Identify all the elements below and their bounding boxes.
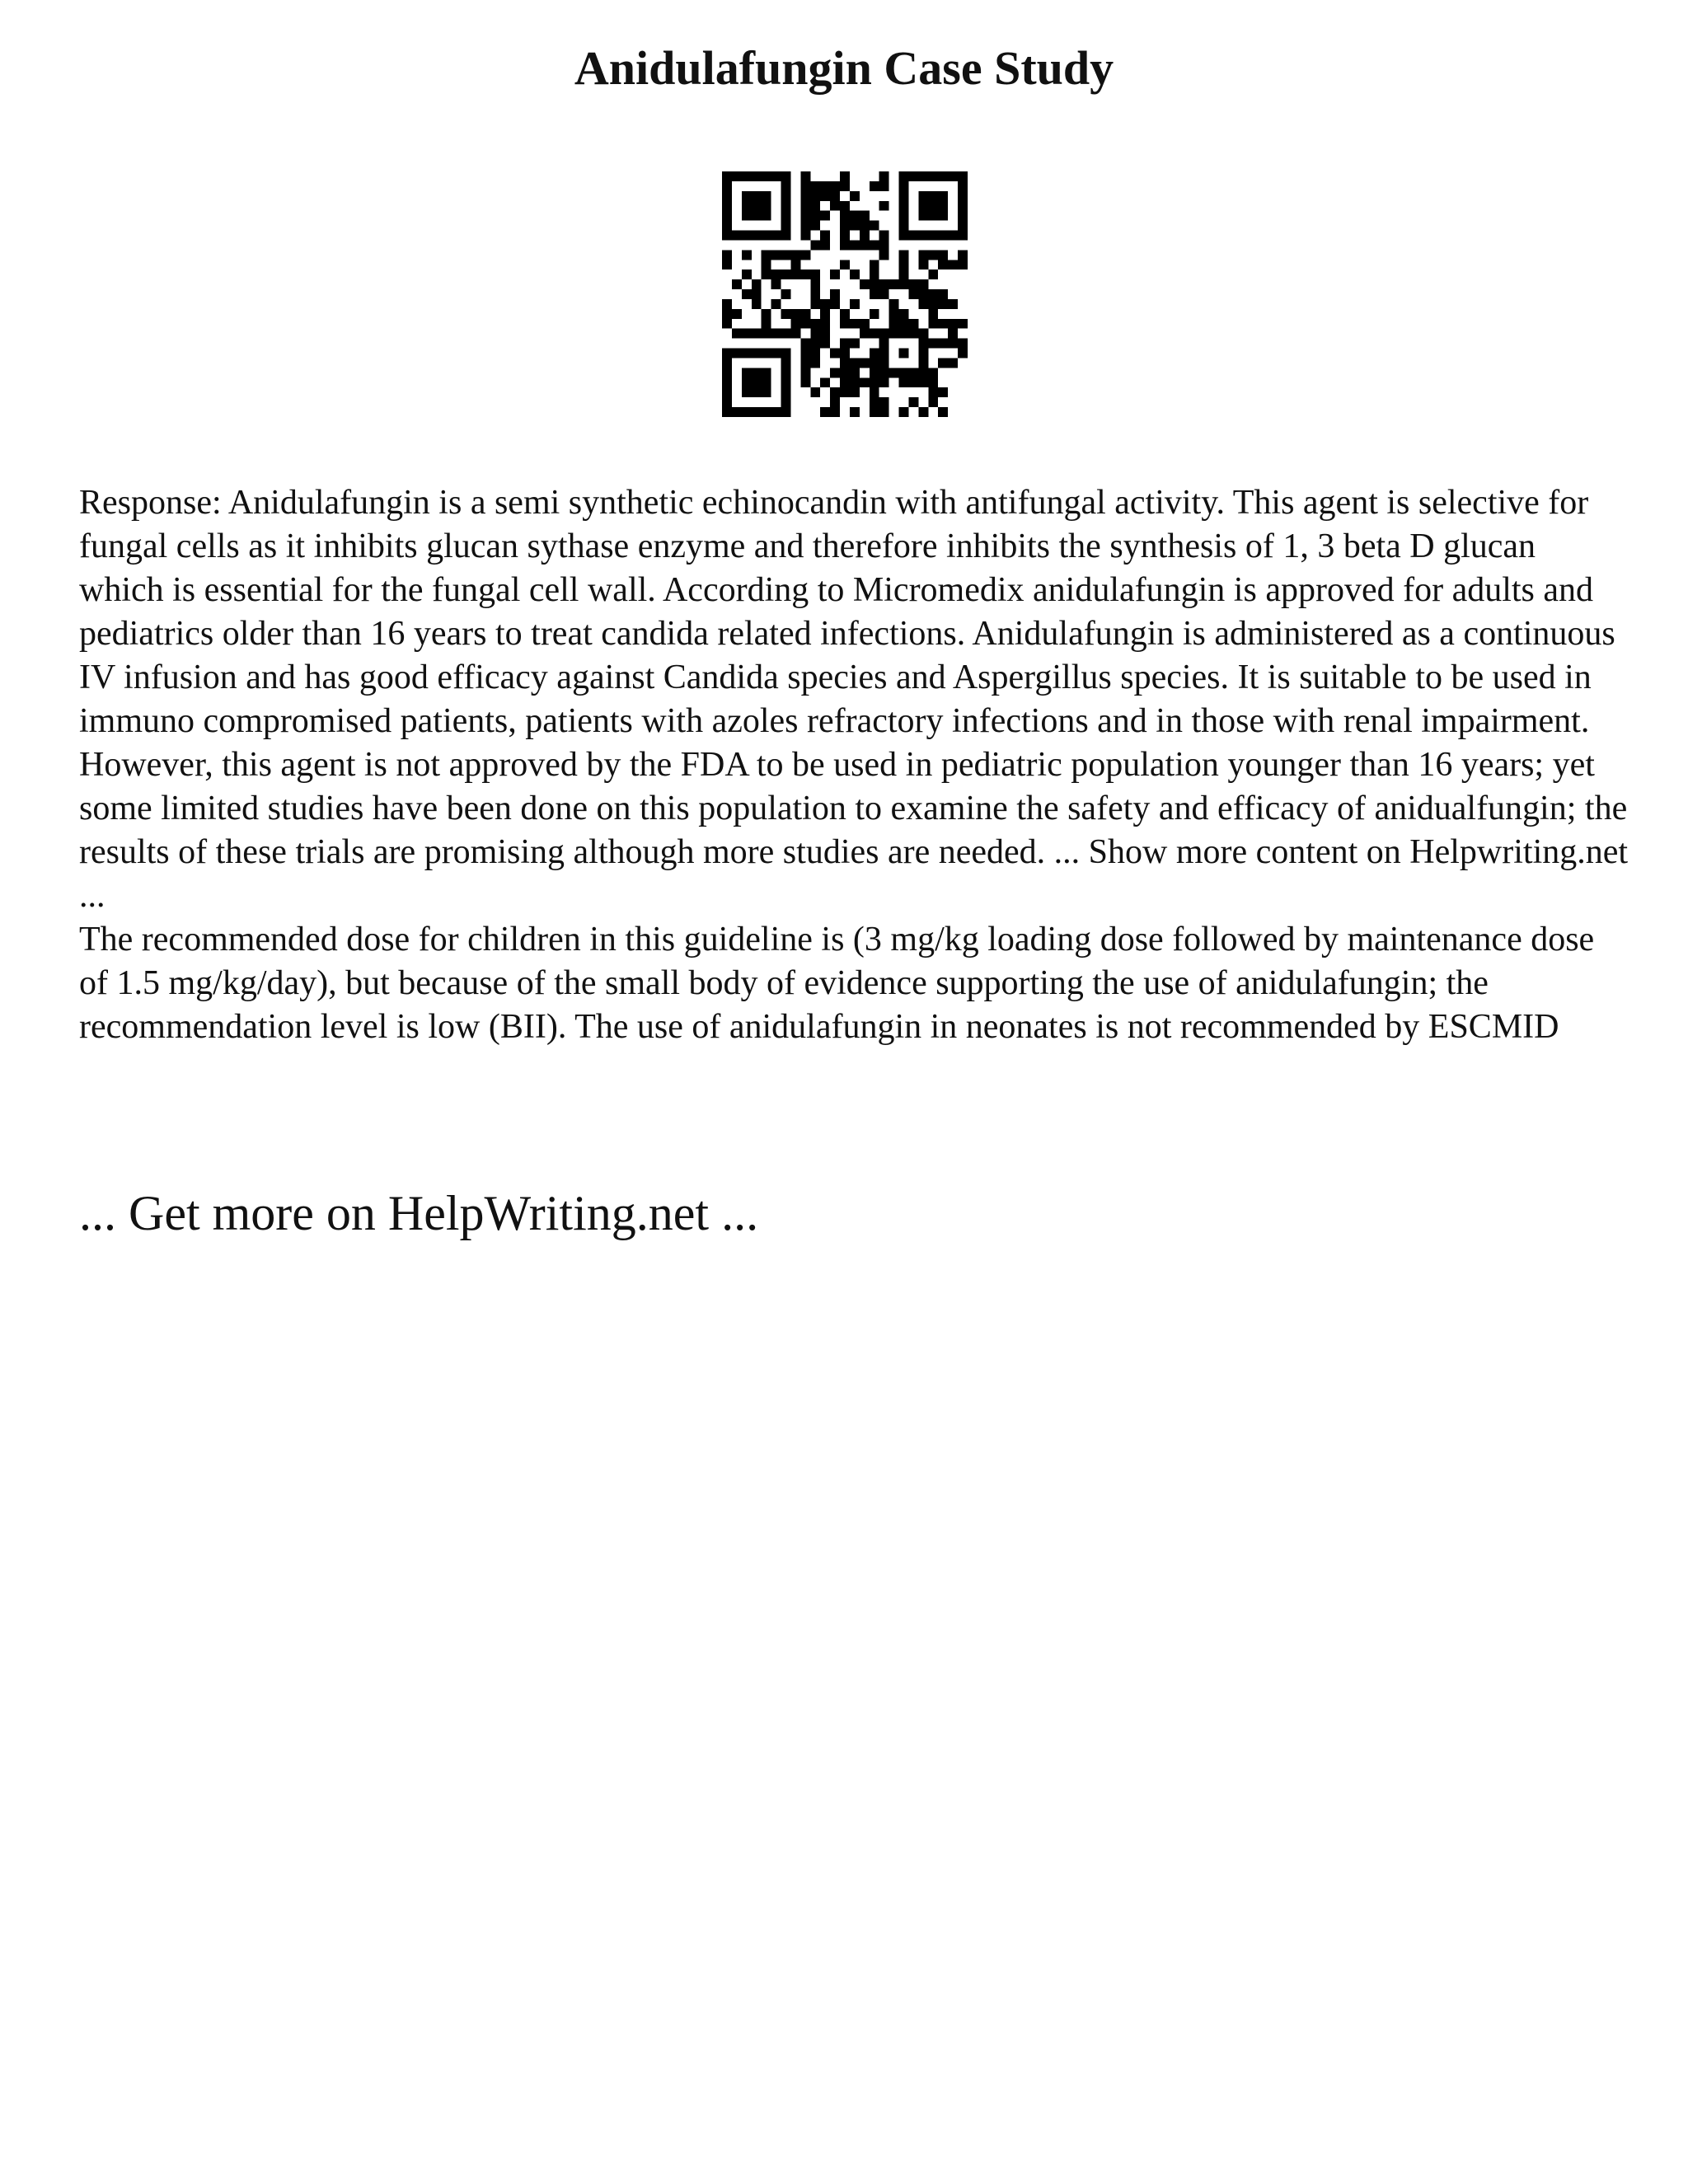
- get-more-link[interactable]: ... Get more on HelpWriting.net ...: [79, 1186, 759, 1240]
- article-body: [79, 481, 1629, 1049]
- paragraph-response: Response: Anidulafungin is a semi synthetic echinocandin with antifungal activity. This agent is selective for fungal cells as it inhibits glucan sythase enzyme and therefore inhibits the synthesis of 1, 3 beta D glucan which is essential for the fungal cell wall. According to Micromedix anidulafungin is approved for adults and pediatrics older than 16 years to treat candida related infections. Anidulafungin is administered as a continuous IV infusion and has good efficacy against Candida species and Aspergillus species. It is suitable to be used in immuno compromised patients, patients with azoles refractory infections and in those with renal impairment. However, this agent is not approved by the FDA to be used in pediatric population younger than 16 years; yet some limited studies have been done on this population to examine the safety and efficacy of anidualfungin; the results of these trials are promising although more studies are needed. ... Show more content on Helpwriting.net ...: [79, 484, 1629, 915]
- page-title: Anidulafungin Case Study: [574, 41, 1114, 95]
- paragraph-dosing: The recommended dose for children in this guideline is (3 mg/kg loading dose followed by maintenance dose of 1.5 mg/kg/day), but because of the small body of evidence supporting the use of anidulafungin; the recommendation level is low (BII). The use of anidulafungin in neonates is not recommended by ESCMID: [79, 921, 1595, 1046]
- qr-code[interactable]: [722, 171, 968, 417]
- qr-code-icon: [722, 171, 968, 417]
